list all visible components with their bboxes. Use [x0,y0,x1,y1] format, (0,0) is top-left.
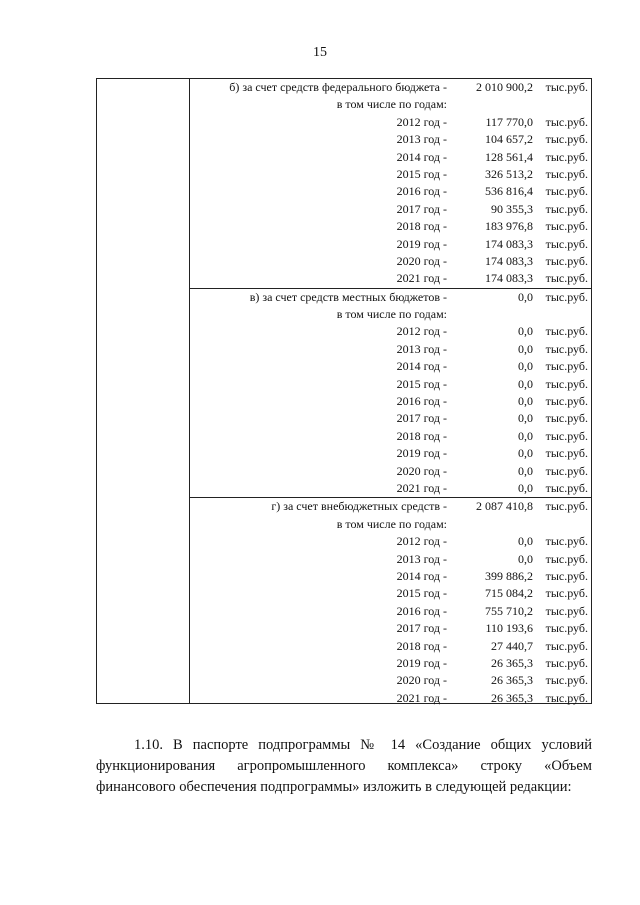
row-unit: тыс.руб. [545,394,588,409]
row-label: 2015 год - [396,166,447,181]
year-row [190,690,591,707]
row-label: 2020 год - [396,463,447,478]
year-row [190,620,591,637]
row-unit: тыс.руб. [545,166,588,181]
amendment-paragraph [96,735,592,798]
year-row [190,270,591,287]
row-unit: тыс.руб. [545,201,588,216]
row-label: 2018 год - [396,638,447,653]
row-label: 2017 год - [396,621,447,636]
year-row [190,551,591,568]
row-value: 2 087 410,8 [476,499,533,514]
row-value: 90 355,3 [491,201,533,216]
row-label: 2017 год - [396,201,447,216]
table-label-column [97,79,190,703]
row-unit: тыс.руб. [545,376,588,391]
row-unit: тыс.руб. [545,219,588,234]
year-row [190,376,591,393]
section-subheading-row [190,96,591,113]
row-value: 536 816,4 [485,184,533,199]
row-unit: тыс.руб. [545,184,588,199]
row-value: 26 365,3 [491,690,533,705]
row-value: 26 365,3 [491,673,533,688]
row-label: 2012 год - [396,534,447,549]
year-row [190,358,591,375]
row-unit: тыс.руб. [545,638,588,653]
row-unit: тыс.руб. [545,673,588,688]
row-unit: тыс.руб. [545,341,588,356]
row-value: 0,0 [518,428,533,443]
row-value: 0,0 [518,359,533,374]
row-label: 2016 год - [396,184,447,199]
row-value: 26 365,3 [491,655,533,670]
year-row [190,410,591,427]
row-value: 326 513,2 [485,166,533,181]
row-value: 0,0 [518,446,533,461]
funding-section [190,497,591,707]
row-value: 0,0 [518,394,533,409]
row-label: 2013 год - [396,132,447,147]
section-subheading-row [190,516,591,533]
year-row [190,480,591,497]
row-value: 117 770,0 [485,114,533,129]
year-row [190,253,591,270]
row-unit: тыс.руб. [545,463,588,478]
paragraph-line: 1.10. В паспорте подпрограммы № 14 «Создание общих условий [134,737,592,753]
section-subheading-row [190,306,591,323]
row-label: 2013 год - [396,341,447,356]
row-value: 399 886,2 [485,568,533,583]
year-row [190,463,591,480]
row-unit: тыс.руб. [545,411,588,426]
year-row [190,149,591,166]
row-unit: тыс.руб. [545,359,588,374]
year-row [190,341,591,358]
row-value: 110 193,6 [485,621,533,636]
section-heading-row [190,289,591,306]
row-label: в том числе по годам: [336,307,447,322]
paragraph-line: финансового обеспечения подпрограммы» изложить в следующей редакции: [96,779,572,795]
row-unit: тыс.руб. [545,621,588,636]
year-row [190,585,591,602]
year-row [190,672,591,689]
row-unit: тыс.руб. [545,603,588,618]
row-label: 2021 год - [396,480,447,495]
row-value: 0,0 [518,480,533,495]
funding-section [190,79,591,288]
year-row [190,166,591,183]
row-value: 0,0 [518,376,533,391]
year-row [190,655,591,672]
row-value: 174 083,3 [485,253,533,268]
year-row [190,428,591,445]
row-unit: тыс.руб. [545,114,588,129]
row-label: в том числе по годам: [336,97,447,112]
row-label: г) за счет внебюджетных средств - [271,499,447,514]
row-label: 2019 год - [396,236,447,251]
row-label: 2020 год - [396,673,447,688]
row-label: 2018 год - [396,219,447,234]
funding-table [96,78,592,704]
row-unit: тыс.руб. [545,253,588,268]
row-label: б) за счет средств федерального бюджета - [229,80,447,94]
row-label: 2016 год - [396,394,447,409]
row-unit: тыс.руб. [545,690,588,705]
row-label: 2021 год - [396,690,447,705]
row-value: 715 084,2 [485,586,533,601]
year-row [190,201,591,218]
row-value: 104 657,2 [485,132,533,147]
year-row [190,218,591,235]
row-unit: тыс.руб. [545,289,588,304]
year-row [190,183,591,200]
row-value: 0,0 [518,463,533,478]
row-label: 2014 год - [396,149,447,164]
year-row [190,603,591,620]
row-value: 183 976,8 [485,219,533,234]
row-label: 2012 год - [396,114,447,129]
row-label: 2015 год - [396,376,447,391]
row-unit: тыс.руб. [545,132,588,147]
year-row [190,323,591,340]
row-unit: тыс.руб. [545,446,588,461]
page-number: 15 [313,45,327,60]
row-unit: тыс.руб. [545,80,588,94]
row-unit: тыс.руб. [545,534,588,549]
year-row [190,131,591,148]
row-value: 0,0 [518,341,533,356]
row-unit: тыс.руб. [545,271,588,286]
row-unit: тыс.руб. [545,551,588,566]
row-label: 2019 год - [396,655,447,670]
row-value: 0,0 [518,324,533,339]
row-unit: тыс.руб. [545,428,588,443]
row-value: 174 083,3 [485,271,533,286]
paragraph-line: функционирования агропромышленного комплекса» строку «Объем [96,758,592,774]
row-value: 0,0 [518,289,533,304]
row-unit: тыс.руб. [545,480,588,495]
year-row [190,638,591,655]
funding-section [190,288,591,498]
row-value: 0,0 [518,534,533,549]
row-label: 2015 год - [396,586,447,601]
year-row [190,533,591,550]
section-heading-row [190,498,591,515]
year-row [190,445,591,462]
year-row [190,236,591,253]
row-unit: тыс.руб. [545,236,588,251]
row-value: 2 010 900,2 [476,80,533,94]
row-value: 755 710,2 [485,603,533,618]
row-unit: тыс.руб. [545,499,588,514]
row-value: 27 440,7 [491,638,533,653]
row-unit: тыс.руб. [545,568,588,583]
row-label: 2020 год - [396,253,447,268]
row-label: в том числе по годам: [336,516,447,531]
row-label: 2014 год - [396,359,447,374]
section-heading-row [190,79,591,96]
row-label: 2017 год - [396,411,447,426]
row-label: в) за счет средств местных бюджетов - [249,289,447,304]
row-label: 2014 год - [396,568,447,583]
row-value: 0,0 [518,411,533,426]
row-label: 2018 год - [396,428,447,443]
row-value: 128 561,4 [485,149,533,164]
row-unit: тыс.руб. [545,149,588,164]
row-unit: тыс.руб. [545,655,588,670]
table-value-column [190,79,591,703]
row-value: 174 083,3 [485,236,533,251]
row-label: 2016 год - [396,603,447,618]
row-label: 2021 год - [396,271,447,286]
row-value: 0,0 [518,551,533,566]
row-label: 2019 год - [396,446,447,461]
year-row [190,393,591,410]
year-row [190,114,591,131]
row-label: 2012 год - [396,324,447,339]
row-label: 2013 год - [396,551,447,566]
row-unit: тыс.руб. [545,586,588,601]
row-unit: тыс.руб. [545,324,588,339]
year-row [190,568,591,585]
